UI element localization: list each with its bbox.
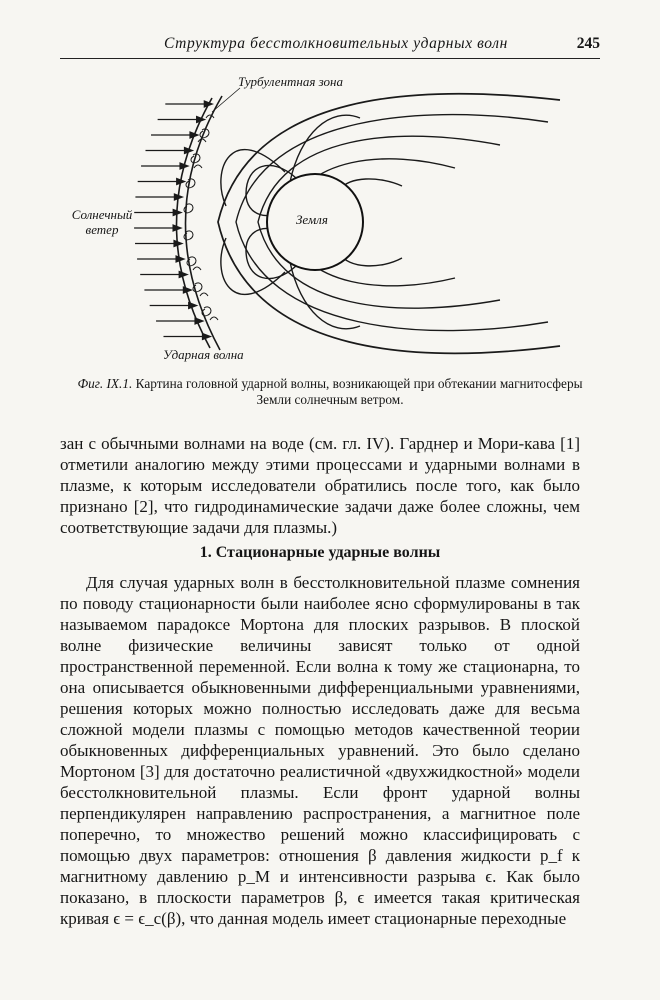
magnetosphere-figure	[0, 0, 660, 380]
earth-label: Земля	[296, 212, 328, 227]
shock-wave-curves	[176, 96, 222, 350]
figure-caption-number: Фиг. IX.1.	[77, 376, 133, 391]
solar-wind-label-line1: Солнечный	[71, 207, 133, 222]
turbulent-zone-pointer	[212, 88, 240, 112]
shock-wave-label: Ударная волна	[163, 347, 244, 362]
running-title: Структура бесстолкновительных ударных волн	[164, 35, 508, 52]
section-heading: 1. Стационарные ударные волны	[199, 544, 441, 561]
page-number: 245	[576, 35, 600, 52]
figure-caption	[70, 376, 590, 408]
magnetosphere-diagram	[0, 0, 660, 380]
solar-wind-label-line2: ветер	[85, 222, 119, 237]
turbulent-zone-label: Турбулентная зона	[238, 74, 343, 89]
paragraph-stationary-shocks: Для случая ударных волн в бесстолкновительной плазме сомнения по поводу стационарности были наиболее ясно сформулированы в так называемом парадоксе Мортона для плоских разрывов. В плоской волне физические величины зависят только от одной пространственной переменной. Если волна к тому же стационарна, то она описывается обыкновенными дифференциальными уравнениями, решения которых можно полностью исследовать даже для весьма сложной модели плазмы с помощью методов качественной теории обыкновенных дифференциальных уравнений. Это было сделано Мортоном [3] для достаточно реалистичной «двухжидкостной» модели бесстолкновительной плазмы. Если фронт ударной волны перпендикулярен направлению распространения, а магнитное поле поперечно, то множество решений можно классифицировать с помощью двух параметров: отношения β давления жидкости p_f к магнитному давлению p_M и интенсивности разрыва ϵ. Как было показано, в плоскости параметров β, ϵ имеется такая критическая кривая ϵ = ϵ_c(β), что данная модель имеет стационарные переходные	[60, 573, 580, 928]
paragraph-continuation: зан с обычными волнами на воде (см. гл. IV). Гарднер и Мори-кава [1] отметили аналогию между этими процессами и ударными волнами в плазме, к которым исследователи обратились после того, как было признано [2], что гидродинамические задачи даже более сложны, чем соответствующие задачи для плазмы.)	[60, 434, 580, 537]
figure-caption-text: Картина головной ударной волны, возникающей при обтекании магнитосферы Земли солнечным ветром.	[135, 376, 583, 407]
solar-wind-label	[52, 207, 152, 237]
